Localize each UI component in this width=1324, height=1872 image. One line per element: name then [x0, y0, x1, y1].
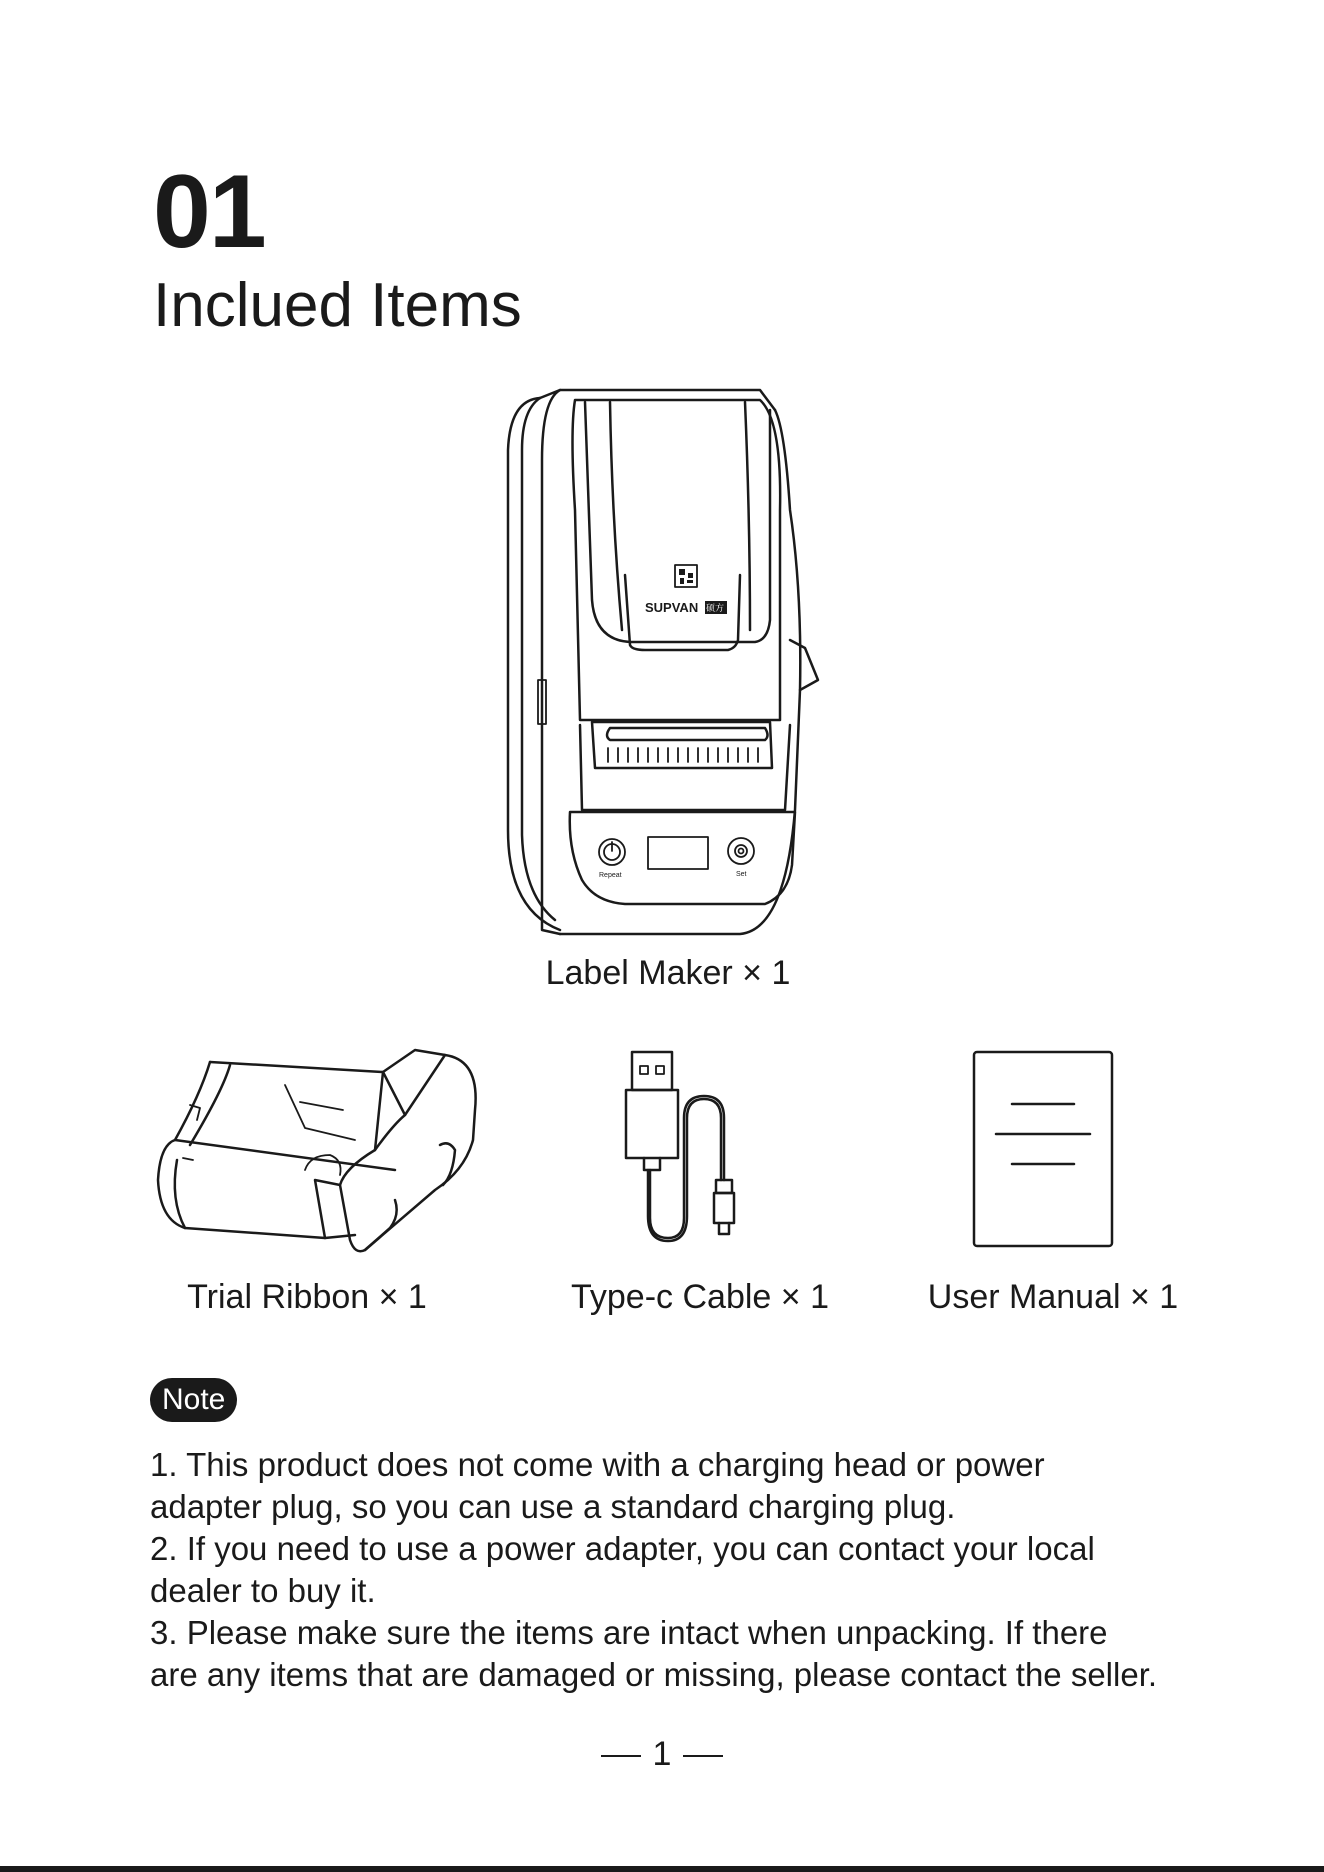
section-number: 01	[153, 154, 265, 270]
ribbon-cartridge-icon	[155, 1050, 485, 1260]
cutter-teeth	[608, 748, 758, 762]
note-line: 2. If you need to use a power adapter, you can contact your local	[150, 1530, 1095, 1567]
note-line: adapter plug, so you can use a standard charging plug.	[150, 1488, 956, 1525]
gear-button-icon	[728, 838, 754, 864]
brand-label: SUPVAN	[645, 600, 699, 615]
note-list	[150, 1444, 1210, 1696]
note-badge: Note	[150, 1378, 237, 1422]
user-manual-caption: User Manual × 1	[927, 1278, 1179, 1316]
type-c-cable-caption: Type-c Cable × 1	[571, 1278, 829, 1316]
bottom-rule	[0, 1866, 1324, 1872]
power-button-icon	[599, 839, 625, 865]
note-line: 3. Please make sure the items are intact when unpacking. If there	[150, 1614, 1108, 1651]
trial-ribbon-caption: Trial Ribbon × 1	[187, 1278, 427, 1316]
manual-icon	[972, 1050, 1114, 1248]
repeat-label: Repeat	[599, 872, 622, 879]
note-line: 1. This product does not come with a charging head or power	[150, 1446, 1045, 1483]
display-screen	[648, 837, 708, 869]
brand-badge: 硕方	[706, 604, 725, 614]
page-number	[0, 1735, 1324, 1774]
usb-cable-icon	[620, 1048, 790, 1248]
section-title: Inclued Items	[153, 271, 522, 340]
note-line: dealer to buy it.	[150, 1572, 376, 1609]
label-maker-caption: Label Maker × 1	[545, 954, 791, 992]
label-maker-illustration	[500, 390, 830, 940]
note-line: are any items that are damaged or missing, please contact the seller.	[150, 1656, 1158, 1693]
page-number-value: 1	[652, 1735, 672, 1773]
qr-code-icon	[675, 565, 697, 587]
set-label: Set	[736, 871, 747, 878]
